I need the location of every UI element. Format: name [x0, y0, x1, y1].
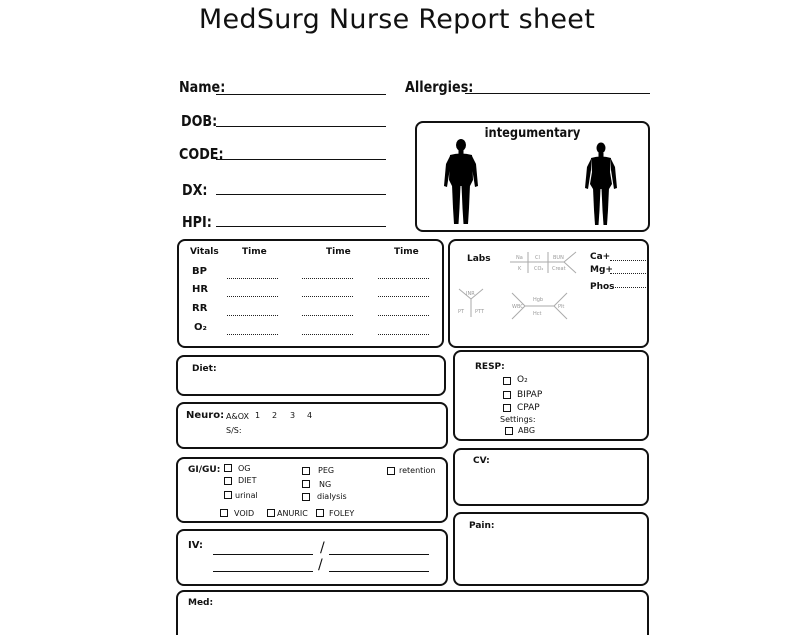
gigu-foley-checkbox[interactable] [316, 509, 324, 517]
gigu-ng-checkbox[interactable] [302, 480, 310, 488]
bmp-co2: CO₂ [534, 266, 544, 272]
gigu-og-label: OG [238, 464, 251, 473]
resp-o2-label: O₂ [517, 375, 528, 385]
neuro-aox-3[interactable]: 3 [290, 411, 296, 420]
vitals-bp-time2[interactable] [302, 278, 353, 279]
hpi-field[interactable] [216, 226, 386, 227]
coag-fishbone [454, 287, 492, 319]
pain-box[interactable] [453, 512, 649, 586]
resp-settings-label: Settings: [500, 415, 536, 424]
allergies-field[interactable] [465, 93, 650, 94]
labs-box [448, 239, 649, 348]
vitals-o2-time1[interactable] [227, 334, 278, 335]
vitals-o2-time3[interactable] [378, 334, 429, 335]
resp-bipap-checkbox[interactable] [503, 391, 511, 399]
allergies-label: Allergies: [405, 78, 474, 96]
neuro-label: Neuro: [186, 410, 225, 421]
dob-field[interactable] [216, 126, 386, 127]
gigu-label: GI/GU: [188, 465, 221, 475]
cbc-fishbone [510, 291, 570, 321]
hpi-label: HPI: [182, 213, 212, 231]
coag-pt: PT [458, 309, 465, 315]
iv-box [176, 529, 448, 586]
neuro-box [176, 402, 448, 449]
gigu-urinal-checkbox[interactable] [224, 491, 232, 499]
resp-abg-checkbox[interactable] [505, 427, 513, 435]
gigu-box [176, 457, 448, 523]
gigu-urinal-label: urinal [235, 491, 258, 500]
gigu-diet-label: DIET [238, 476, 257, 485]
cbc-wbc: WBC [512, 304, 524, 310]
integumentary-box [415, 121, 650, 232]
vitals-bp-time3[interactable] [378, 278, 429, 279]
vitals-row-bp: BP [192, 266, 207, 277]
dx-label: DX: [182, 181, 208, 199]
gigu-ng-label: NG [319, 480, 332, 489]
gigu-retention-checkbox[interactable] [387, 467, 395, 475]
gigu-dialysis-label: dialysis [317, 492, 347, 501]
coag-inr: INR [466, 291, 475, 297]
gigu-diet-checkbox[interactable] [224, 477, 232, 485]
labs-phos: Phos [590, 282, 615, 292]
vitals-row-hr: HR [192, 284, 209, 295]
code-field[interactable] [216, 159, 386, 160]
vitals-row-o2: O₂ [194, 322, 207, 333]
iv-detail-1[interactable] [329, 554, 429, 555]
vitals-title: Vitals [190, 247, 219, 257]
labs-title: Labs [467, 254, 491, 264]
cbc-hgb: Hgb [533, 297, 544, 303]
dx-field[interactable] [216, 194, 386, 195]
gigu-foley-label: FOLEY [329, 509, 355, 518]
resp-cpap-label: CPAP [517, 403, 540, 413]
vitals-time-header-1: Time [242, 247, 267, 257]
vitals-time-header-3: Time [394, 247, 419, 257]
resp-box [453, 350, 649, 441]
diet-label: Diet: [192, 364, 217, 374]
cbc-plt: Plt [558, 304, 565, 310]
resp-cpap-checkbox[interactable] [503, 404, 511, 412]
gigu-og-checkbox[interactable] [224, 464, 232, 472]
vitals-rr-time3[interactable] [378, 315, 429, 316]
neuro-aox-1[interactable]: 1 [255, 411, 261, 420]
cv-box[interactable] [453, 448, 649, 506]
bmp-k: K [518, 266, 522, 272]
gigu-dialysis-checkbox[interactable] [302, 493, 310, 501]
resp-label: RESP: [475, 362, 505, 372]
diet-box[interactable] [176, 355, 446, 396]
gigu-void-checkbox[interactable] [220, 509, 228, 517]
vitals-hr-time1[interactable] [227, 296, 278, 297]
vitals-hr-time2[interactable] [302, 296, 353, 297]
code-label: CODE: [179, 145, 224, 163]
coag-ptt: PTT [475, 309, 485, 315]
vitals-time-header-2: Time [326, 247, 351, 257]
pain-label: Pain: [469, 521, 495, 531]
body-front-icon [441, 138, 481, 228]
bmp-fishbone [508, 249, 578, 277]
cbc-hct: Hct [533, 311, 542, 317]
gigu-anuric-label: ANURIC [277, 509, 308, 518]
cv-label: CV: [473, 456, 490, 466]
neuro-aox-2[interactable]: 2 [272, 411, 278, 420]
bmp-creat: Creat [552, 266, 566, 272]
gigu-void-label: VOID [234, 509, 255, 518]
iv-detail-2[interactable] [329, 571, 429, 572]
med-box[interactable] [176, 590, 649, 635]
labs-ca-field[interactable] [610, 260, 646, 261]
labs-phos-field[interactable] [615, 287, 646, 288]
name-label: Name: [179, 78, 226, 96]
bmp-cl: Cl [535, 255, 540, 261]
vitals-hr-time3[interactable] [378, 296, 429, 297]
gigu-retention-label: retention [399, 466, 436, 475]
vitals-bp-time1[interactable] [227, 278, 278, 279]
vitals-row-rr: RR [192, 303, 208, 314]
integumentary-title: integumentary [484, 126, 581, 141]
iv-label: IV: [188, 540, 204, 551]
iv-site-1[interactable] [213, 554, 313, 555]
med-label: Med: [188, 598, 214, 608]
bmp-bun: BUN [553, 255, 564, 261]
page-title: MedSurg Nurse Report sheet [198, 4, 596, 35]
gigu-peg-checkbox[interactable] [302, 467, 310, 475]
vitals-rr-time2[interactable] [302, 315, 353, 316]
bmp-na: Na [516, 255, 523, 261]
labs-ca: Ca+ [590, 252, 611, 262]
iv-separator-1: / [320, 540, 325, 556]
gigu-peg-label: PEG [318, 466, 335, 475]
labs-mg: Mg+ [590, 265, 613, 275]
neuro-aox-4[interactable]: 4 [307, 411, 313, 420]
resp-o2-checkbox[interactable] [503, 377, 511, 385]
body-back-icon [583, 142, 619, 228]
vitals-box [177, 239, 444, 348]
iv-separator-2: / [318, 557, 323, 573]
gigu-anuric-checkbox[interactable] [267, 509, 275, 517]
dob-label: DOB: [181, 112, 218, 130]
vitals-o2-time2[interactable] [302, 334, 353, 335]
neuro-ss-label: S/S: [226, 426, 242, 435]
iv-site-2[interactable] [213, 571, 313, 572]
neuro-aox-label: A&OX [226, 412, 249, 421]
resp-abg-label: ABG [518, 426, 536, 435]
vitals-rr-time1[interactable] [227, 315, 278, 316]
labs-mg-field[interactable] [610, 273, 646, 274]
resp-bipap-label: BIPAP [517, 390, 543, 400]
name-field[interactable] [216, 94, 386, 95]
